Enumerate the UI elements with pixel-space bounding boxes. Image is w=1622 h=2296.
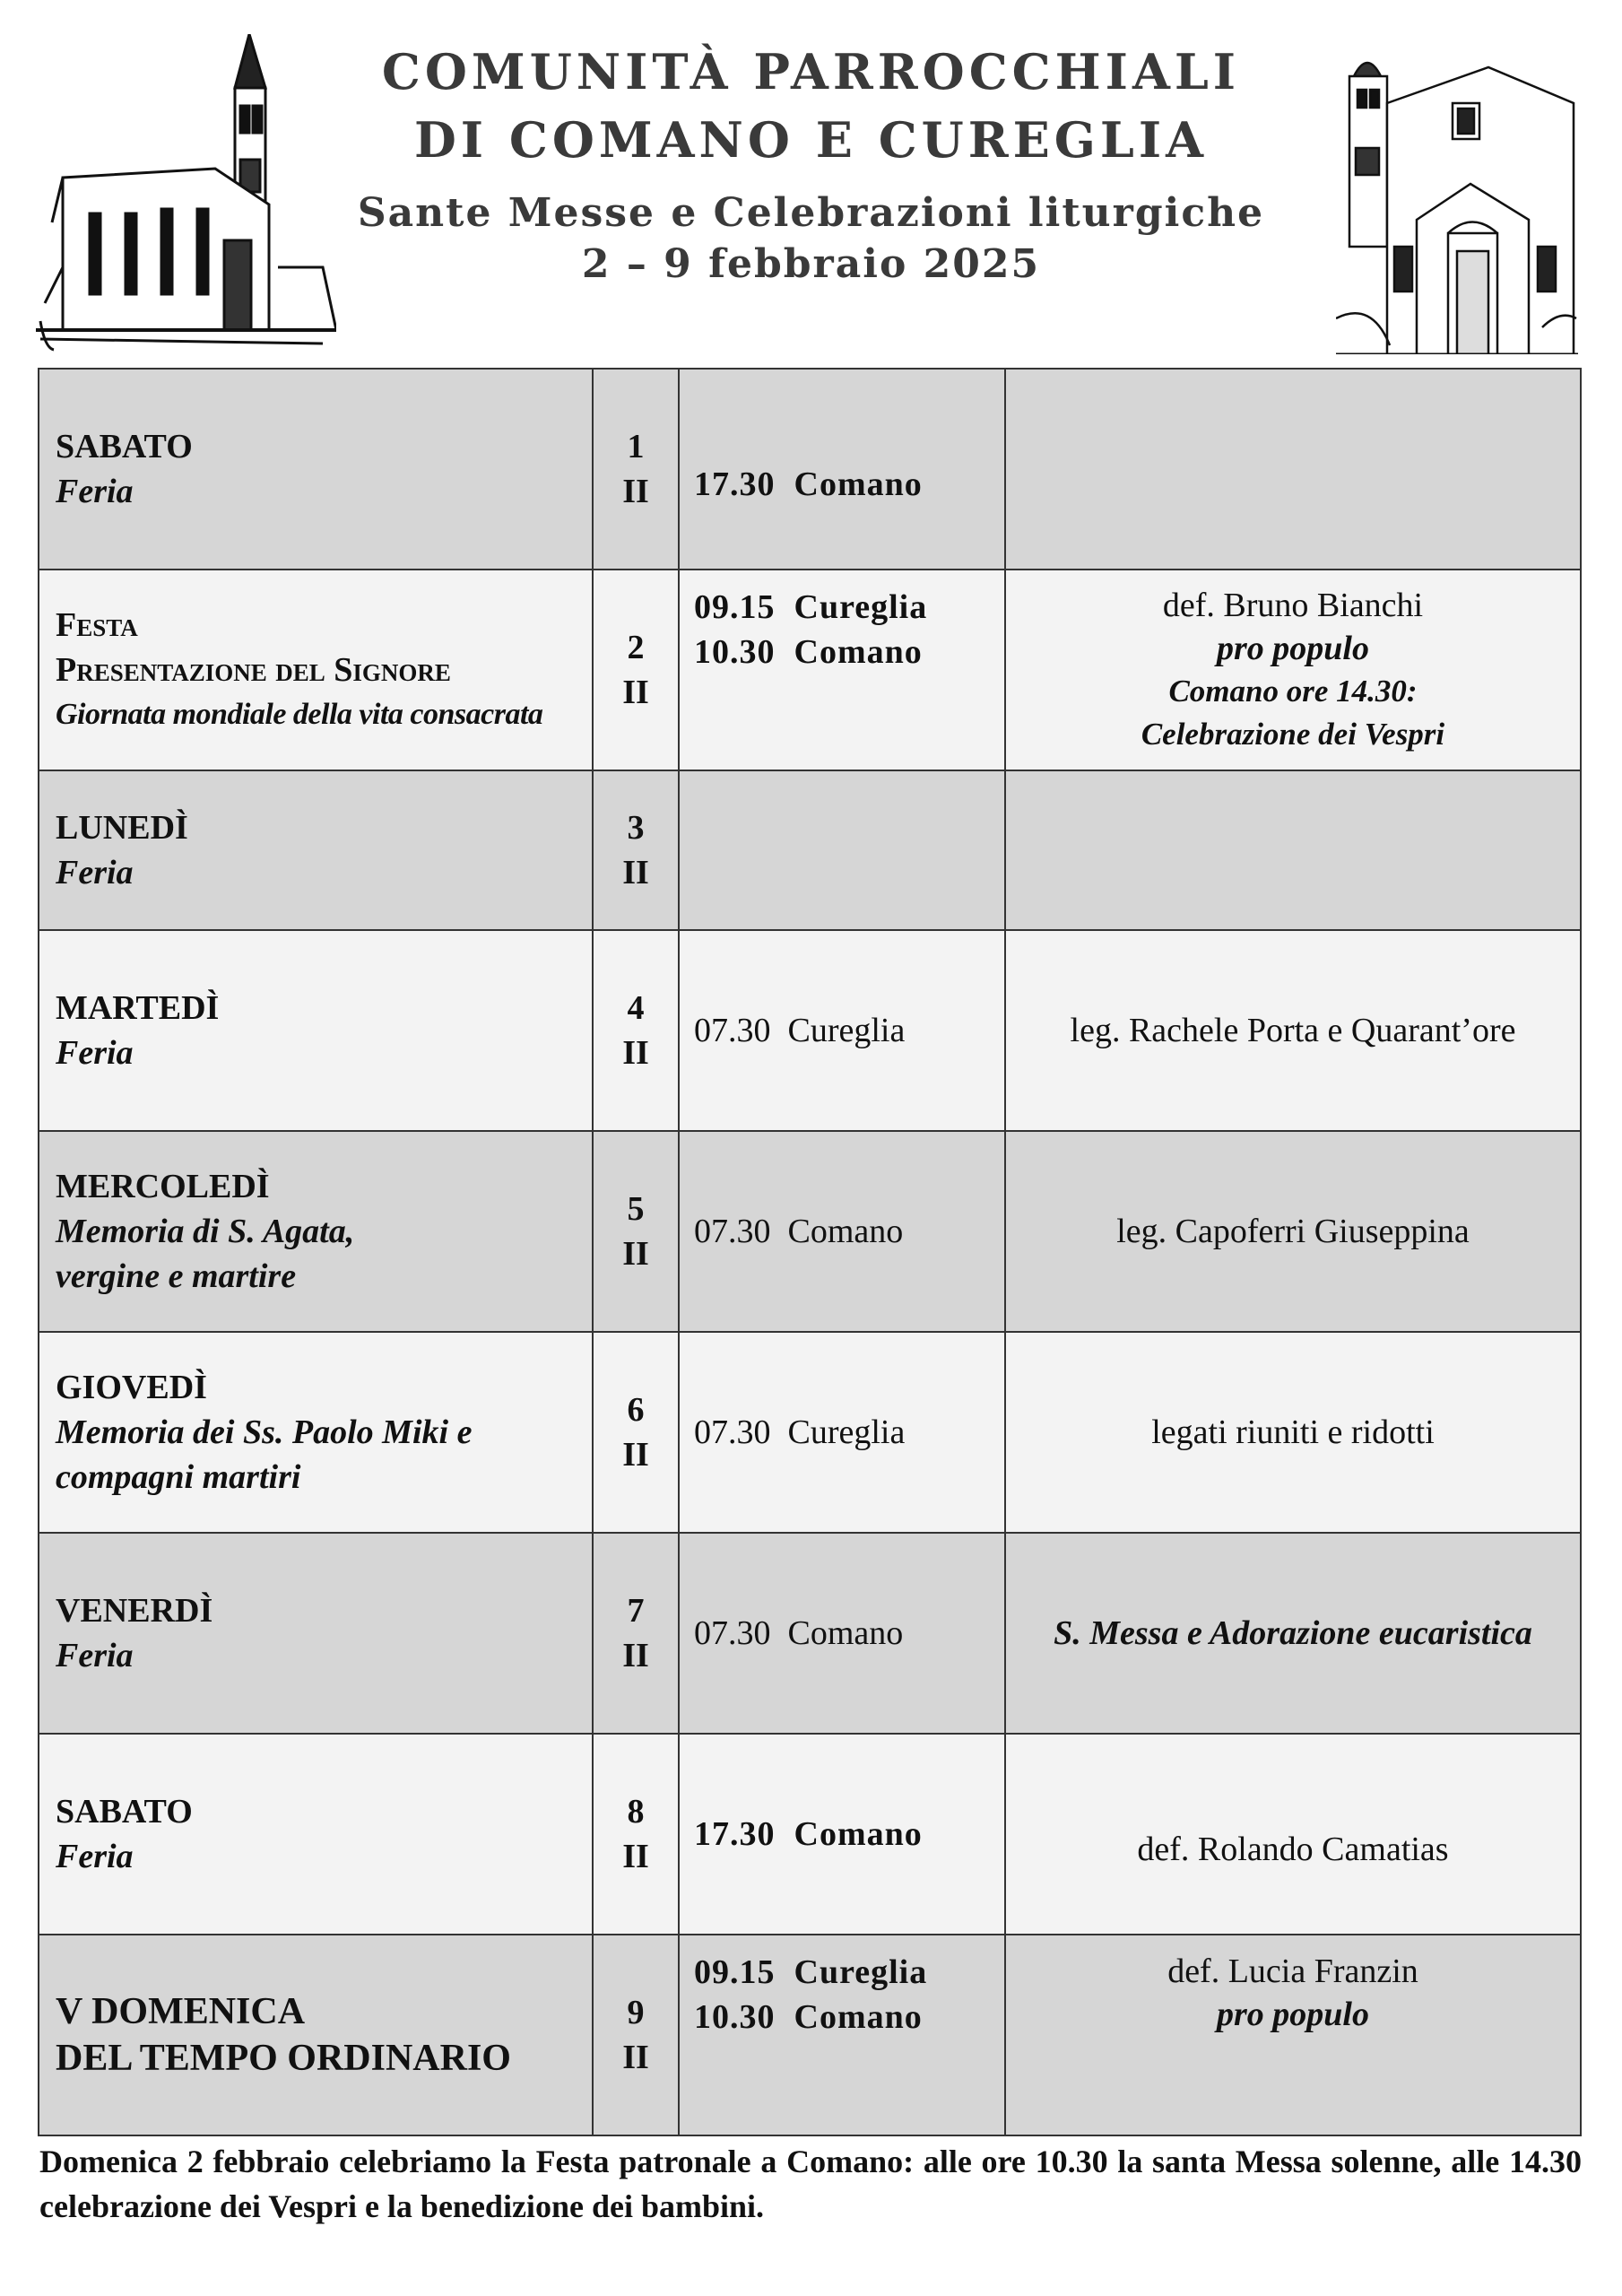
notes-cell [1005, 1332, 1581, 1533]
day-cell [39, 570, 593, 770]
day-cell [39, 1935, 593, 2135]
day-description: Feria [56, 1034, 134, 1072]
date-cell [593, 1734, 679, 1935]
page-header [0, 38, 1622, 291]
notes-cell [1005, 770, 1581, 930]
day-name: MARTEDÌ [56, 989, 220, 1027]
title-line-2: DI COMANO E CUREGLIA [413, 111, 1209, 169]
intention: def. Bruno Bianchi [1162, 587, 1424, 624]
celebration-note: Comano ore 14.30: [1168, 674, 1418, 709]
date-cell [593, 1533, 679, 1734]
intention: pro populo [1217, 1996, 1369, 2033]
psalter-week: II [622, 1235, 649, 1273]
notes-cell [1005, 369, 1581, 570]
date-cell [593, 1935, 679, 2135]
table-row [39, 1131, 1581, 1332]
notes-cell [1005, 1131, 1581, 1332]
mass-cell [679, 770, 1005, 930]
day-name: GIOVEDÌ [56, 1369, 207, 1406]
feast-name: Presentazione del Signore [56, 651, 451, 689]
date-range: 2 – 9 febbraio 2025 [581, 241, 1041, 287]
table-row [39, 369, 1581, 570]
day-number: 2 [627, 629, 645, 666]
day-cell [39, 369, 593, 570]
psalter-week: II [622, 674, 649, 711]
mass-cell [679, 369, 1005, 570]
mass-time: 10.30 Comano [694, 1998, 923, 2036]
day-cell [39, 1332, 593, 1533]
day-description: compagni martiri [56, 1458, 301, 1496]
date-cell [593, 1332, 679, 1533]
day-description: Memoria di S. Agata, [56, 1213, 355, 1250]
day-name: VENERDÌ [56, 1592, 213, 1630]
psalter-week: II [622, 473, 649, 510]
psalter-week: II [622, 854, 649, 891]
day-cell [39, 770, 593, 930]
table-row [39, 930, 1581, 1131]
day-number: 3 [627, 809, 645, 847]
notes-cell [1005, 570, 1581, 770]
mass-cell [679, 1533, 1005, 1734]
psalter-week: II [622, 1838, 649, 1875]
intention: def. Rolando Camatias [1137, 1831, 1449, 1868]
day-description: Feria [56, 1637, 134, 1674]
celebration-note: Celebrazione dei Vespri [1141, 717, 1445, 752]
mass-time: 10.30 Comano [694, 633, 923, 671]
mass-time: 07.30 Cureglia [694, 1012, 906, 1049]
mass-cell [679, 930, 1005, 1131]
mass-time: 09.15 Cureglia [694, 1953, 928, 1991]
day-name: Festa [56, 606, 138, 644]
mass-cell [679, 570, 1005, 770]
notes-cell [1005, 1935, 1581, 2135]
intention: def. Lucia Franzin [1167, 1952, 1418, 1990]
day-number: 5 [627, 1190, 645, 1228]
celebration-note: S. Messa e Adorazione eucaristica [1054, 1614, 1532, 1652]
day-cell [39, 1533, 593, 1734]
date-cell [593, 930, 679, 1131]
day-cell [39, 1734, 593, 1935]
day-description: Feria [56, 473, 134, 510]
date-cell [593, 1131, 679, 1332]
day-number: 7 [627, 1592, 645, 1630]
day-number: 9 [627, 1994, 645, 2031]
day-description: Feria [56, 854, 134, 891]
mass-cell [679, 1734, 1005, 1935]
table-row [39, 770, 1581, 930]
footer-announcement: Domenica 2 febbraio celebriamo la Festa patronale a Comano: alle ore 10.30 la santa Messa solenne, alle 14.30 celebrazione dei Vespri e la benedizione dei bambini. [39, 2144, 1582, 2224]
table-row [39, 1935, 1581, 2135]
day-name: LUNEDÌ [56, 809, 188, 847]
table-row [39, 1533, 1581, 1734]
table-row [39, 570, 1581, 770]
day-name: SABATO [56, 428, 193, 465]
day-description: Giornata mondiale della vita consacrata [56, 698, 543, 731]
mass-schedule-table [38, 368, 1582, 2136]
intention: legati riuniti e ridotti [1151, 1413, 1435, 1451]
intention: leg. Rachele Porta e Quarant’ore [1070, 1012, 1516, 1049]
day-name: MERCOLEDÌ [56, 1168, 270, 1205]
date-cell [593, 570, 679, 770]
mass-time: 09.15 Cureglia [694, 588, 928, 626]
mass-cell [679, 1935, 1005, 2135]
psalter-week: II [622, 1034, 649, 1072]
notes-cell [1005, 930, 1581, 1131]
title-line-1: COMUNITÀ PARROCCHIALI [381, 43, 1241, 100]
day-number: 1 [627, 428, 645, 465]
day-name: SABATO [56, 1793, 193, 1831]
mass-time: 07.30 Comano [694, 1213, 904, 1250]
subtitle: Sante Messe e Celebrazioni liturgiche [357, 190, 1265, 236]
day-number: 6 [627, 1391, 645, 1429]
day-description: Memoria dei Ss. Paolo Miki e [56, 1413, 473, 1451]
date-cell [593, 770, 679, 930]
day-name: DEL TEMPO ORDINARIO [56, 2038, 511, 2079]
table-row [39, 1734, 1581, 1935]
table-row [39, 1332, 1581, 1533]
notes-cell [1005, 1734, 1581, 1935]
date-cell [593, 369, 679, 570]
psalter-week: II [622, 1637, 649, 1674]
mass-time: 07.30 Comano [694, 1614, 904, 1652]
intention: pro populo [1217, 630, 1369, 667]
mass-time: 17.30 Comano [694, 1815, 923, 1853]
day-cell [39, 930, 593, 1131]
day-description: Feria [56, 1838, 134, 1875]
day-number: 4 [627, 989, 645, 1027]
day-name: V DOMENICA [56, 1991, 306, 2032]
day-number: 8 [627, 1793, 645, 1831]
mass-time: 07.30 Cureglia [694, 1413, 906, 1451]
mass-cell [679, 1332, 1005, 1533]
intention: leg. Capoferri Giuseppina [1116, 1213, 1470, 1250]
mass-time: 17.30 Comano [694, 465, 923, 503]
mass-cell [679, 1131, 1005, 1332]
psalter-week: II [622, 2039, 649, 2076]
notes-cell [1005, 1533, 1581, 1734]
day-cell [39, 1131, 593, 1332]
psalter-week: II [622, 1436, 649, 1474]
day-description: vergine e martire [56, 1257, 297, 1295]
